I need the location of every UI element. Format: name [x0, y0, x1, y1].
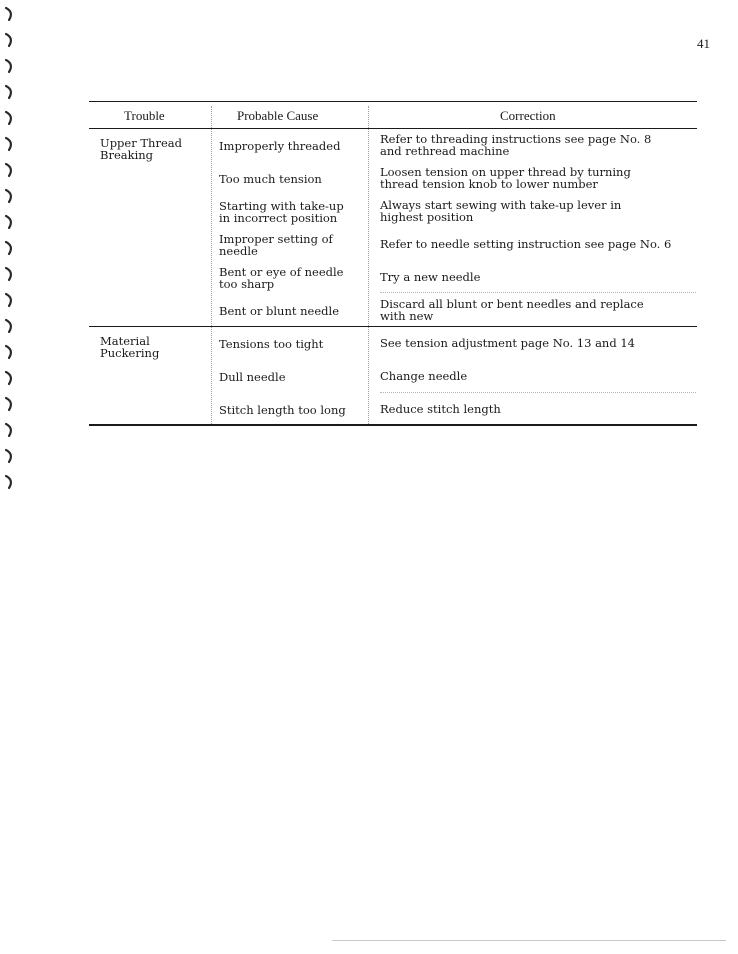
cause-cell: Stitch length too long [219, 403, 346, 417]
page-number: 41 [697, 36, 710, 51]
correction-cell: Discard all blunt or bent needles and replace with new [380, 297, 644, 323]
row-divider [380, 292, 696, 293]
correction-cell: Refer to threading instructions see page No. 8 and rethread machine [380, 132, 652, 158]
column-separator [211, 106, 212, 424]
row-divider [380, 392, 696, 393]
cause-cell: Bent or blunt needle [219, 304, 340, 318]
cause-cell: Bent or eye of needle too sharp [219, 265, 344, 291]
cause-cell: Improperly threaded [219, 139, 341, 153]
correction-cell: Always start sewing with take-up lever in highest position [380, 198, 622, 224]
header-trouble: Trouble [124, 108, 165, 123]
correction-cell: Reduce stitch length [380, 402, 501, 416]
cause-cell: Too much tension [219, 172, 322, 186]
correction-cell: Change needle [380, 369, 468, 383]
footer-rule [332, 940, 726, 941]
spiral-binding [0, 0, 30, 500]
table-top-rule [89, 101, 697, 102]
header-correction: Correction [500, 108, 556, 123]
header-probable-cause: Probable Cause [237, 108, 319, 123]
cause-cell: Improper setting of needle [219, 232, 333, 258]
trouble-label: Upper Thread Breaking [100, 136, 182, 162]
cause-cell: Tensions too tight [219, 337, 324, 351]
correction-cell: Refer to needle setting instruction see page No. 6 [380, 237, 672, 251]
column-separator [368, 106, 369, 424]
correction-cell: Try a new needle [380, 270, 481, 284]
correction-cell: See tension adjustment page No. 13 and 14 [380, 336, 635, 350]
group-divider-rule [89, 326, 697, 327]
cause-cell: Dull needle [219, 370, 286, 384]
correction-cell: Loosen tension on upper thread by turning thread tension knob to lower number [380, 165, 631, 191]
header-rule [89, 128, 697, 129]
trouble-label: Material Puckering [100, 334, 160, 360]
cause-cell: Starting with take-up in incorrect position [219, 199, 344, 225]
table-bottom-rule [89, 424, 697, 426]
